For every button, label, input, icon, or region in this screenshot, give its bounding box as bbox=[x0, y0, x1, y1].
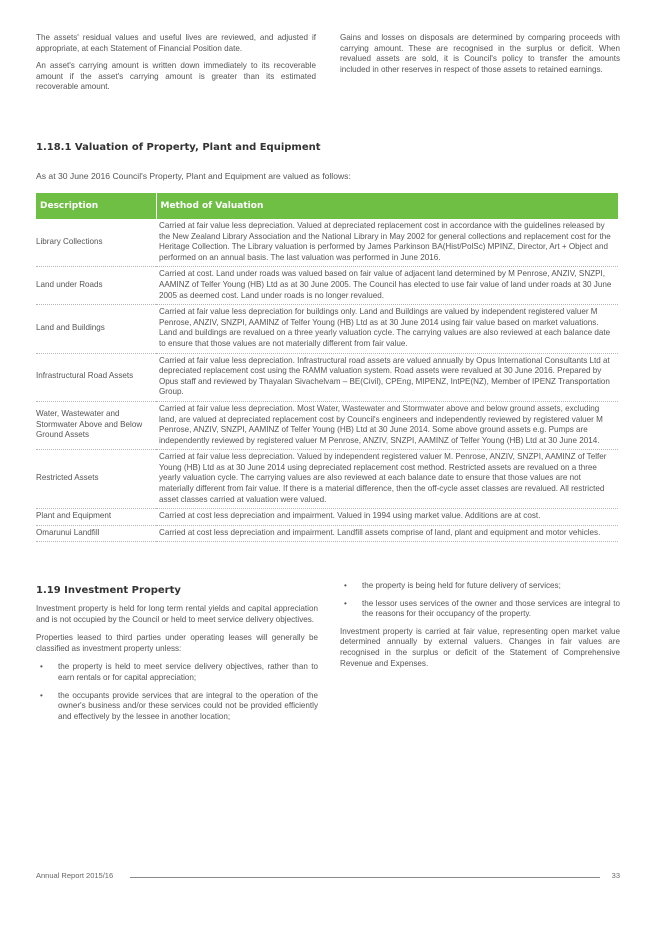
investment-definition-paragraph: Investment property is held for long term rental yields and capital appreciation and is not occupied by the Council or held to meet service delivery objectives. bbox=[36, 604, 318, 624]
row-method: Carried at cost less depreciation and impairment. Landfill assets comprise of land, plant and equipment and motor vehicles. bbox=[156, 525, 618, 542]
valuation-table bbox=[36, 193, 618, 542]
table-row bbox=[36, 353, 618, 401]
table-header-row bbox=[36, 193, 618, 219]
page-number: 33 bbox=[611, 871, 620, 880]
list-item: • the property is held to meet service delivery objectives, rather than to earn rentals or for capital appreciation; bbox=[36, 662, 318, 683]
table-row bbox=[36, 305, 618, 353]
row-description: Infrastructural Road Assets bbox=[36, 353, 156, 401]
investment-section-title: 1.19 Investment Property bbox=[36, 585, 181, 596]
row-method: Carried at cost less depreciation and impairment. Valued in 1994 using market value. Additions are at cost. bbox=[156, 509, 618, 526]
row-description: Land under Roads bbox=[36, 267, 156, 305]
table-row bbox=[36, 267, 618, 305]
row-method: Carried at fair value less depreciation for buildings only. Land and Buildings are valued by independent registered valuer M Penrose, ANZIV, SNZPI, AAMINZ of Telfer Young (HB) Ltd as at 30 June 2014 using fair value based on market valuations. Land and buildings are revalued on a three yearly valuation cycle. The carrying values are also reviewed at each balance date to ensure that those values are not materially different from fair value. bbox=[156, 305, 618, 353]
row-description: Omarunui Landfill bbox=[36, 525, 156, 542]
leased-properties-paragraph: Properties leased to third parties under operating leases will generally be classified as investment property unless: bbox=[36, 633, 318, 653]
fair-value-paragraph: Investment property is carried at fair value, representing open market value determined annually by external valuers. Changes in fair values are recognised in the surplus or deficit of the Statement of Comprehensive Revenue and Expenses. bbox=[340, 626, 620, 668]
exceptions-list bbox=[36, 662, 318, 722]
list-item: • the occupants provide services that are integral to the operation of the owner's business and/or these services could not be provided efficiently and effectively by the lessee in another location; bbox=[36, 691, 318, 723]
table-row bbox=[36, 401, 618, 449]
top-right-column bbox=[340, 33, 620, 82]
row-method: Carried at fair value less depreciation. Most Water, Wastewater and Stormwater above and below ground assets, excluding land, are valued at depreciated replacement cost by Council's engineers and independently reviewed by registered valuer M Penrose, ANZIV, SNZPI, AAMINZ of Telfer Young (HB) Ltd at 30 June 2014. Some above ground assets e.g. Pumps are independently reviewed by registered valuer M Penrose, ANZIV, SNZPI, AAMINZ of Telfer Young (HB) Ltd at 30 June 2014. bbox=[156, 401, 618, 449]
investment-left-column bbox=[36, 585, 318, 729]
row-method: Carried at fair value less depreciation. Valued by independent registered valuer M. Penrose, ANZIV, SNZPI, AAMINZ of Telfer Young (HB) Ltd as at 30 June 2014 using depreciated replacement cost method. Restricted assets are revalued on a three yearly valuation cycle. The carrying values are also reviewed at each balance date to ensure that those values are not materially different from fair value. If there is a material difference, then the off-cycle asset classes are revalued. All restricted asset classes carried at valuation were valued. bbox=[156, 450, 618, 509]
row-method: Carried at fair value less depreciation. Infrastructural road assets are valued annually by Opus International Consultants Ltd at depreciated replacement cost using the RAMM valuation system. Road assets were revalued at 30 June 2016. Prepared by Opus staff and reviewed by Thayalan Sivachelvam – BE(Civil), CPEng, MIPENZ, IntPE(NZ), Member of IPENZ Transportation Group. bbox=[156, 353, 618, 401]
row-description: Restricted Assets bbox=[36, 450, 156, 509]
column-header-method: Method of Valuation bbox=[156, 193, 618, 219]
row-method: Carried at cost. Land under roads was valued based on fair value of adjacent land determined by M Penrose, ANZIV, SNZPI, AAMINZ of Telfer Young (HB) Ltd as at 30 June 2005. The Council has elected to use fair value of land under roads at 30 June 2005 as deemed cost. Land under roads is no longer revalued. bbox=[156, 267, 618, 305]
row-description: Plant and Equipment bbox=[36, 509, 156, 526]
column-header-description: Description bbox=[36, 193, 156, 219]
residual-values-paragraph: The assets' residual values and useful lives are reviewed, and adjusted if appropriate, at each Statement of Financial Position date. bbox=[36, 33, 316, 53]
list-item: • the property is being held for future delivery of services; bbox=[340, 581, 620, 592]
table-row bbox=[36, 219, 618, 267]
footer-divider bbox=[130, 877, 600, 878]
table-row bbox=[36, 525, 618, 542]
table-row bbox=[36, 509, 618, 526]
row-description: Land and Buildings bbox=[36, 305, 156, 353]
gains-losses-paragraph: Gains and losses on disposals are determined by comparing proceeds with carrying amount. These are recognised in the surplus or deficit. When revalued assets are sold, it is Council's policy to transfer the amounts included in other reserves in respect of those assets to retained earnings. bbox=[340, 33, 620, 74]
top-left-column bbox=[36, 33, 316, 100]
valuation-section-title: 1.18.1 Valuation of Property, Plant and Equipment bbox=[36, 142, 321, 153]
page-footer bbox=[36, 871, 620, 883]
footer-report-title: Annual Report 2015/16 bbox=[36, 871, 114, 880]
valuation-table-container bbox=[36, 193, 618, 542]
list-item: • the lessor uses services of the owner and those services are integral to the reasons for their occupancy of the property. bbox=[340, 599, 620, 620]
exceptions-list-continued bbox=[340, 581, 620, 620]
valuation-intro: As at 30 June 2016 Council's Property, Plant and Equipment are valued as follows: bbox=[36, 171, 351, 181]
table-row bbox=[36, 450, 618, 509]
investment-right-column bbox=[340, 581, 620, 669]
carrying-amount-paragraph: An asset's carrying amount is written down immediately to its recoverable amount if the asset's carrying amount is greater than its estimated recoverable amount. bbox=[36, 61, 316, 92]
row-method: Carried at fair value less depreciation. Valued at depreciated replacement cost in accordance with the guidelines released by the New Zealand Library Association and the National Library in May 2002 for general collections and replacement cost for the Heritage Collection. The Library valuation is performed by James Parkinson BA(Hist/PolSc) MPINZ, Director, Art + Object and performed on an annual basis. The last valuation was performed in June 2016. bbox=[156, 219, 618, 267]
row-description: Library Collections bbox=[36, 219, 156, 267]
row-description: Water, Wastewater and Stormwater Above and Below Ground Assets bbox=[36, 401, 156, 449]
